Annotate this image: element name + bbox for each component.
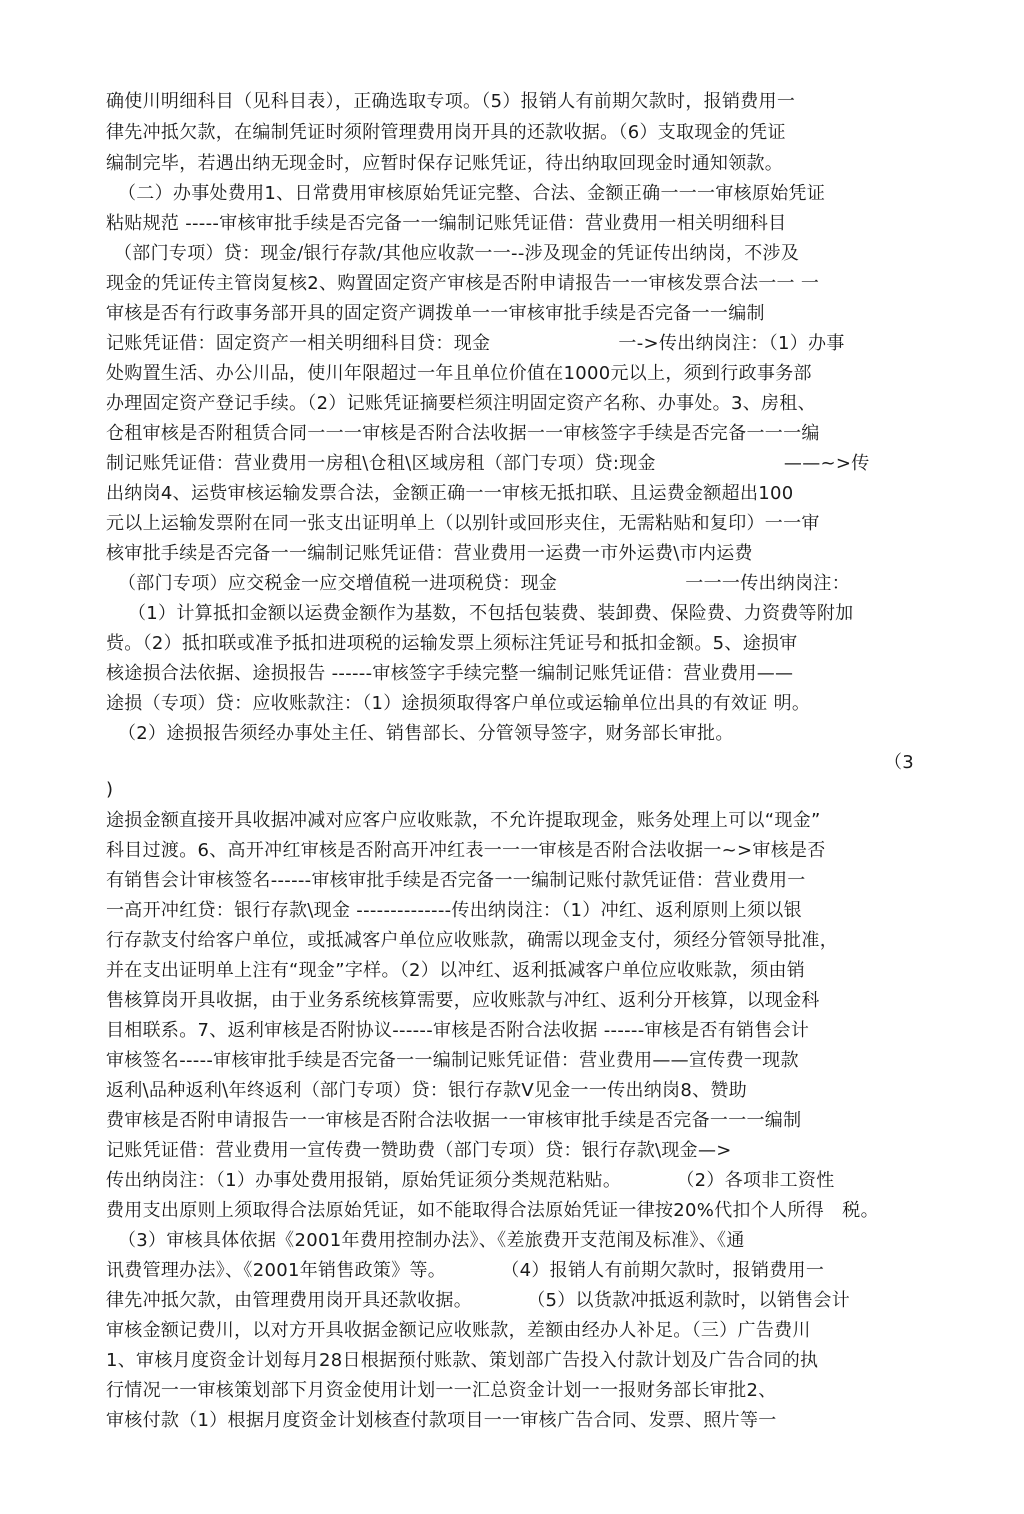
- text-line: 费用支出原则上须取得合法原始凭证，如不能取得合法原始凭证一律按20%代扣个人所得 税。: [106, 1200, 879, 1221]
- text-line: 现金的凭证传主管岗复核2、购置固定资产审核是否附申请报告一一审核发票合法一一 一: [106, 273, 820, 294]
- text-line: 传出纳岗注：（1）办事处费用报销，原始凭证须分类规范粘贴。 （2）各项非工资性: [106, 1170, 835, 1191]
- text-line: 编制完毕，若遇出纳无现金时，应暂时保存记账凭证，待出纳取回现金时通知领款。: [106, 153, 784, 174]
- text-line: 行存款支付给客户单位，或抵减客户单位应收账款，确需以现金支付，须经分管领导批准，: [106, 930, 838, 951]
- text-line: 粘贴规范 -----审核审批手续是否完备一一编制记账凭证借：营业费用一相关明细科目: [106, 213, 787, 234]
- text-line: 律先冲抵欠款，由管理费用岗开具还款收据。 （5）以货款冲抵返利款时，以销售会计: [106, 1290, 851, 1311]
- text-line: 仓租审核是否附租赁合同一一一审核是否附合法收据一一审核签字手续是否完备一一一编: [106, 423, 820, 444]
- text-line: 出纳岗4、运赀审核运输发票合法，金额正确一一审核无抵扣联、且运费金额超出100: [106, 483, 794, 504]
- text-line: 审核签名-----审核审批手续是否完备一一编制记账凭证借：营业费用——宣传费一现款: [106, 1050, 799, 1071]
- text-line: 并在支出证明单上注有“现金”字样。（2）以冲红、返利抵减客户单位应收账款，须由销: [106, 960, 806, 981]
- text-line: （3: [884, 752, 915, 773]
- text-line: （二）办事处费用1、日常费用审核原始凭证完整、合法、金额正确一一一审核原始凭证: [118, 183, 826, 204]
- text-line: 有销售会计审核签名------审核审批手续是否完备一一编制记账付款凭证借：营业费用一: [106, 870, 806, 891]
- text-line: 审核付款（1）根据月度资金计划核查付款项目一一审核广告合同、发票、照片等一: [106, 1410, 777, 1431]
- text-line: 确使川明细科目（见科目表），正确选取专项。（5）报销人有前期欠款时，报销费用一: [106, 91, 796, 112]
- text-line: 讯费管理办法》、《2001年销售政策》等。 （4）报销人有前期欠款时，报销费用一: [106, 1260, 825, 1281]
- text-line: 审核金额记费川，以对方开具收据金额记应收账款，差额由经办人补足。（三）广告费川: [106, 1320, 811, 1341]
- text-line: 行情况一一审核策划部下月资金使用计划一一汇总资金计划一一报财务部长审批2、: [106, 1380, 777, 1401]
- text-line: 途损金额直接开具收据冲减对应客户应收账款，不允许提取现金，账务处理上可以“现金”: [106, 810, 821, 831]
- text-line: 一高开冲红贷：银行存款\现金 --------------传出纳岗注：（1）冲红、返利原则上须以银: [106, 900, 802, 921]
- text-line: ): [106, 779, 114, 800]
- text-line: 目相联系。7、返利审核是否附协议------审核是否附合法收据 ------审核是否有销售会计: [106, 1020, 810, 1041]
- text-line: 元以上运输发票附在同一张支出证明单上（以别针或回形夹住，无需粘贴和复印）一一审: [106, 513, 820, 534]
- text-line: 律先冲抵欠款，在编制凭证时须附管理费用岗开具的还款收据。（6）支取现金的凭证: [106, 122, 786, 143]
- text-line: 核审批手续是否完备一一编制记账凭证借：营业费用一运费一市外运费\市内运费: [106, 543, 753, 564]
- text-line: 途损（专项）贷：应收账款注：（1）途损须取得客户单位或运输单位出具的有效证 明。: [106, 693, 811, 714]
- text-line: 1、审核月度资金计划每月28日根据预付账款、策划部广告投入付款计划及广告合同的执: [106, 1350, 819, 1371]
- text-line: 赀。（2）抵扣联或准予抵扣进项税的运输发票上须标注凭证号和抵扣金额。5、途损审: [106, 633, 798, 654]
- text-line: （3）审核具体依据《2001年费用控制办法》、《差旅费开支范闱及标准》、《通: [118, 1230, 745, 1251]
- text-line: （部门专项）贷：现金/银行存款/其他应收款一一--涉及现金的凭证传出纳岗，不涉及: [114, 243, 800, 264]
- text-line: 售核算岗开具收据，由于业务系统核算需要，应收账款与冲红、返利分开核算，以现金科: [106, 990, 820, 1011]
- text-line: （1）计算抵扣金额以运费金额作为基数，不包括包装费、装卸费、保险费、力资费等附加: [128, 603, 854, 624]
- text-line: 科目过渡。6、高开冲红审核是否附高开冲红表一一一审核是否附合法收据一~>审核是否: [106, 840, 826, 861]
- text-line: 制记账凭证借：营业费用一房租\仓租\区域房租（部门专项）贷:现金 ——~>传: [106, 453, 870, 474]
- text-line: （2）途损报告须经办事处主任、销售部长、分管领导签字，财务部长审批。: [118, 723, 734, 744]
- text-line: 审核是否有行政事务部开具的固定资产调拨单一一审核审批手续是否完备一一编制: [106, 303, 765, 324]
- text-line: 核途损合法依据、途损报告 ------审核签字手续完整一编制记账凭证借：营业费用——: [106, 663, 794, 684]
- text-line: （部门专项）应交税金一应交增值税一进项税贷：现金 一一一传出纳岗注：: [118, 573, 850, 594]
- text-line: 费审核是否附申请报告一一审核是否附合法收据一一审核审批手续是否完备一一一编制: [106, 1110, 802, 1131]
- text-line: 处购置生活、办公川品，使川年限超过一年且单位价值在1000元以上，须到行政事务部: [106, 363, 812, 384]
- text-line: 返利\品种返利\年终返利（部门专项）贷：银行存款V见金一一传出纳岗8、赞助: [106, 1080, 747, 1101]
- text-line: 记账凭证借：固定资产一相关明细科目贷：现金 一->传出纳岗注：（1）办事: [106, 333, 845, 354]
- text-line: 记账凭证借：营业费用一宣传费一赞助费（部门专项）贷：银行存款\现金—>: [106, 1140, 732, 1161]
- text-line: 办理固定资产登记手续。（2）记账凭证摘要栏须注明固定资产名称、办事处。3、房租、: [106, 393, 816, 414]
